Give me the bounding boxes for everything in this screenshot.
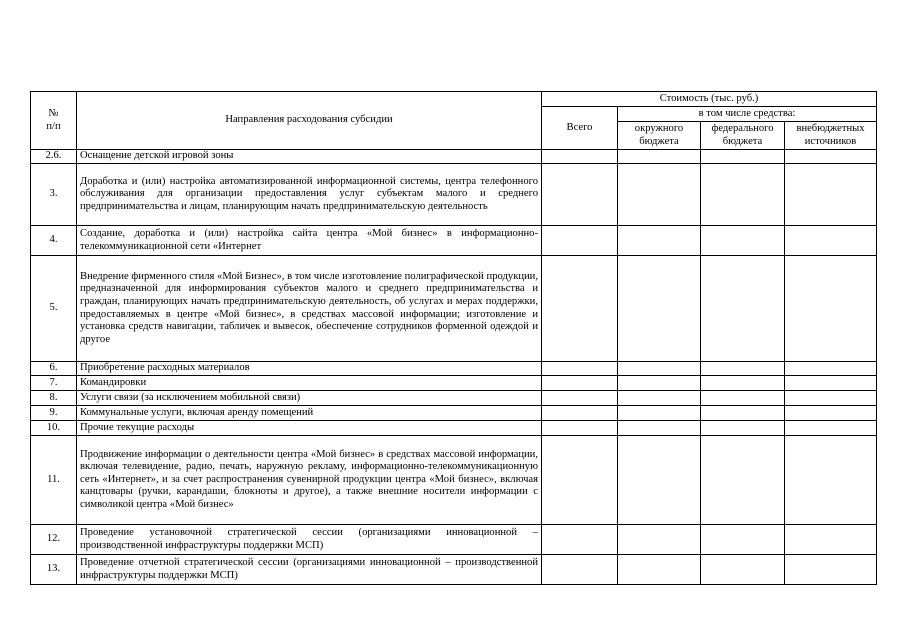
- table-row: [31, 525, 877, 555]
- row-number: 3.: [31, 164, 77, 226]
- table-row: [31, 150, 877, 164]
- table-row: [31, 436, 877, 525]
- table-row: [31, 555, 877, 585]
- cell-total: [542, 406, 618, 421]
- header-cost: Стоимость (тыс. руб.): [542, 92, 877, 107]
- cell-extra: [785, 391, 877, 406]
- table-row: [31, 164, 877, 226]
- table-row: [31, 376, 877, 391]
- cell-district: [618, 525, 701, 555]
- table-row: [31, 421, 877, 436]
- header-district-budget: окружного бюджета: [618, 122, 701, 150]
- row-text: Прочие текущие расходы: [77, 421, 542, 436]
- cell-extra: [785, 406, 877, 421]
- cell-extra: [785, 555, 877, 585]
- cell-extra: [785, 256, 877, 362]
- row-number: 11.: [31, 436, 77, 525]
- header-federal-budget: федерального бюджета: [701, 122, 785, 150]
- cell-extra: [785, 362, 877, 376]
- row-text: Внедрение фирменного стиля «Мой Бизнес», в том числе изготовление полиграфической продукции, предназначенной для информирования субъектов малого и среднего предпринимательства и граждан, планирующих начать предпринимательскую деятельность, об услугах и мерах поддержки, предоставляемых в центре «Мой бизнес», в средствах массовой информации; изготовление и установка средств навигации, табличек и вывесок, обеспечение сотрудников форменной одеждой и другое: [77, 256, 542, 362]
- header-total: Всего: [542, 107, 618, 150]
- row-text: Проведение установочной стратегической сессии (организациями инновационной –производственной инфраструктуры поддержки МСП): [77, 525, 542, 555]
- cell-total: [542, 226, 618, 256]
- cell-district: [618, 391, 701, 406]
- row-number: 10.: [31, 421, 77, 436]
- header-number: № п/п: [31, 92, 77, 150]
- row-number: 9.: [31, 406, 77, 421]
- cell-total: [542, 164, 618, 226]
- table-row: [31, 362, 877, 376]
- cell-federal: [701, 525, 785, 555]
- row-number: 6.: [31, 362, 77, 376]
- cell-federal: [701, 256, 785, 362]
- cell-total: [542, 256, 618, 362]
- cell-federal: [701, 376, 785, 391]
- row-number: 13.: [31, 555, 77, 585]
- cell-federal: [701, 436, 785, 525]
- row-number: 8.: [31, 391, 77, 406]
- cell-total: [542, 421, 618, 436]
- cell-federal: [701, 391, 785, 406]
- cell-district: [618, 362, 701, 376]
- cell-extra: [785, 421, 877, 436]
- table-row: [31, 256, 877, 362]
- cell-district: [618, 164, 701, 226]
- cell-extra: [785, 436, 877, 525]
- row-text: Командировки: [77, 376, 542, 391]
- cell-federal: [701, 362, 785, 376]
- cell-total: [542, 376, 618, 391]
- header-including: в том числе средства:: [618, 107, 877, 122]
- row-number: 5.: [31, 256, 77, 362]
- row-text: Проведение отчетной стратегической сессии (организациями инновационной – производственной инфраструктуры поддержки МСП): [77, 555, 542, 585]
- cell-extra: [785, 150, 877, 164]
- cell-extra: [785, 226, 877, 256]
- cell-federal: [701, 406, 785, 421]
- table-row: [31, 406, 877, 421]
- row-number: 12.: [31, 525, 77, 555]
- cell-district: [618, 150, 701, 164]
- cell-federal: [701, 421, 785, 436]
- table-row: [31, 226, 877, 256]
- row-number: 7.: [31, 376, 77, 391]
- cell-extra: [785, 376, 877, 391]
- row-number: 4.: [31, 226, 77, 256]
- cell-total: [542, 555, 618, 585]
- cell-federal: [701, 150, 785, 164]
- row-text: Создание, доработка и (или) настройка сайта центра «Мой бизнес» в информационно-телекоммуникационной сети «Интернет: [77, 226, 542, 256]
- cell-federal: [701, 555, 785, 585]
- cell-extra: [785, 525, 877, 555]
- cell-extra: [785, 164, 877, 226]
- cell-district: [618, 436, 701, 525]
- row-text: Приобретение расходных материалов: [77, 362, 542, 376]
- cell-total: [542, 362, 618, 376]
- cell-total: [542, 150, 618, 164]
- header-direction: Направления расходования субсидии: [77, 92, 542, 150]
- cell-total: [542, 436, 618, 525]
- cell-district: [618, 376, 701, 391]
- row-text: Услуги связи (за исключением мобильной связи): [77, 391, 542, 406]
- cell-district: [618, 421, 701, 436]
- cell-district: [618, 406, 701, 421]
- row-text: Доработка и (или) настройка автоматизированной информационной системы, центра телефонного обслуживания для организации предоставления услуг субъектам малого и среднего предпринимательства и лицам, планирующим начать предпринимательскую деятельность: [77, 164, 542, 226]
- cell-federal: [701, 164, 785, 226]
- cell-district: [618, 226, 701, 256]
- cell-district: [618, 256, 701, 362]
- table-row: [31, 391, 877, 406]
- subsidy-expense-table: [30, 91, 877, 585]
- cell-federal: [701, 226, 785, 256]
- cell-total: [542, 525, 618, 555]
- row-text: Коммунальные услуги, включая аренду помещений: [77, 406, 542, 421]
- header-extrabudgetary: внебюджетных источников: [785, 122, 877, 150]
- cell-total: [542, 391, 618, 406]
- cell-district: [618, 555, 701, 585]
- row-text: Оснащение детской игровой зоны: [77, 150, 542, 164]
- row-text: Продвижение информации о деятельности центра «Мой бизнес» в средствах массовой информации, включая телевидение, радио, печать, наружную рекламу, информационно-телекоммуникационную сеть «Интернет», и за счет распространения сувенирной продукции центра «Мой бизнес», включая канцтовары (ручки, карандаши, блокноты и другое), а также внешние носители информации с символикой центра «Мой бизнес»: [77, 436, 542, 525]
- row-number: 2.6.: [31, 150, 77, 164]
